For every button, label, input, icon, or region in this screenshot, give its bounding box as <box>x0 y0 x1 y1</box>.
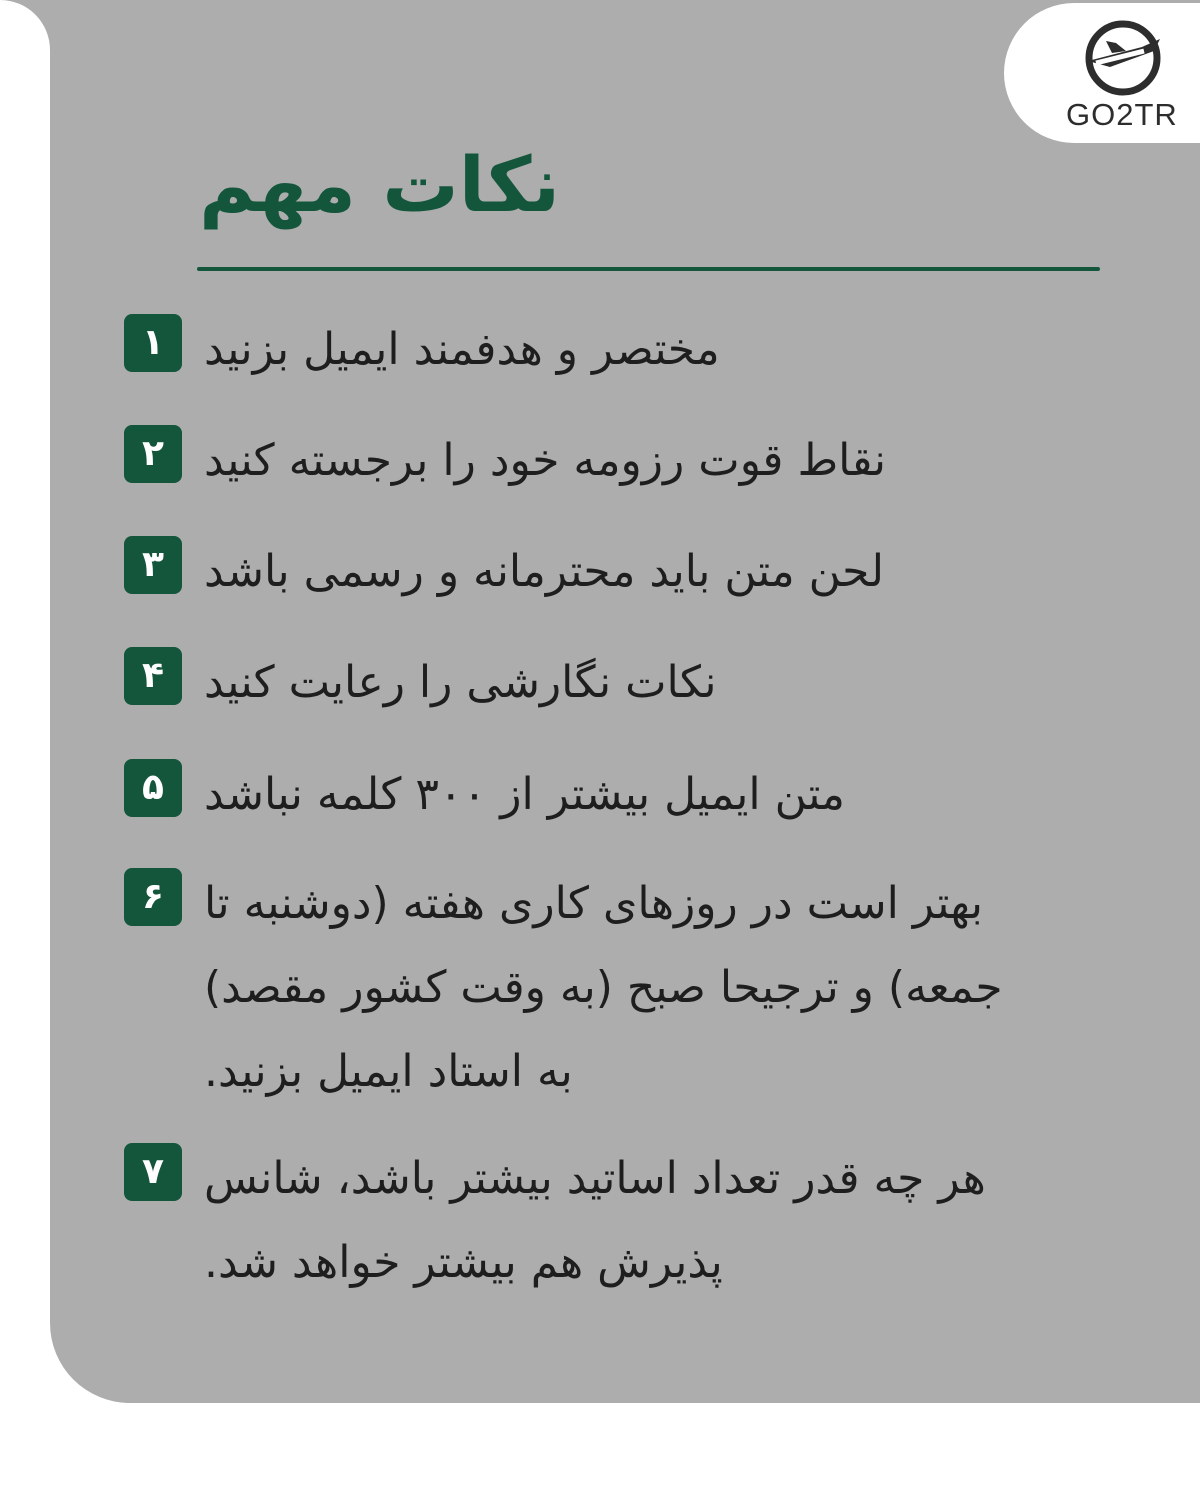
item-text <box>204 753 1104 837</box>
corner-decoration <box>0 0 50 80</box>
item-text-line: پذیرش هم بیشتر خواهد شد. <box>204 1237 723 1288</box>
item-number-badge: ۱ <box>124 314 182 372</box>
item-text-line: نکات نگارشی را رعایت کنید <box>204 657 717 708</box>
item-text <box>204 419 1104 503</box>
item-number-badge: ۷ <box>124 1143 182 1201</box>
item-text-line: بهتر است در روزهای کاری هفته (دوشنبه تا <box>204 878 983 929</box>
item-number-badge: ۵ <box>124 759 182 817</box>
item-text <box>204 1137 1104 1305</box>
item-text <box>204 641 1104 725</box>
item-number-badge: ۴ <box>124 647 182 705</box>
item-number-badge: ۶ <box>124 868 182 926</box>
item-text <box>204 530 1104 614</box>
item-text <box>204 862 1104 1114</box>
plane-globe-icon <box>1082 17 1164 99</box>
item-text-line: به استاد ایمیل بزنید. <box>204 1046 573 1097</box>
page-title: نکات مهم <box>199 140 560 229</box>
item-text-line: نقاط قوت رزومه خود را برجسته کنید <box>204 435 887 486</box>
logo-badge <box>1004 3 1200 143</box>
item-text-line: متن ایمیل بیشتر از ۳۰۰ کلمه نباشد <box>204 769 845 820</box>
item-number-badge: ۳ <box>124 536 182 594</box>
item-text-line: هر چه قدر تعداد اساتید بیشتر باشد، شانس <box>204 1153 986 1204</box>
item-number-badge: ۲ <box>124 425 182 483</box>
item-text-line: مختصر و هدفمند ایمیل بزنید <box>204 324 720 375</box>
item-text-line: جمعه) و ترجیحا صبح (به وقت کشور مقصد) <box>204 962 1003 1013</box>
item-text <box>204 308 1104 392</box>
item-text-line: لحن متن باید محترمانه و رسمی باشد <box>204 546 884 597</box>
title-divider <box>197 267 1100 271</box>
logo-text: GO2TR <box>1066 97 1178 132</box>
